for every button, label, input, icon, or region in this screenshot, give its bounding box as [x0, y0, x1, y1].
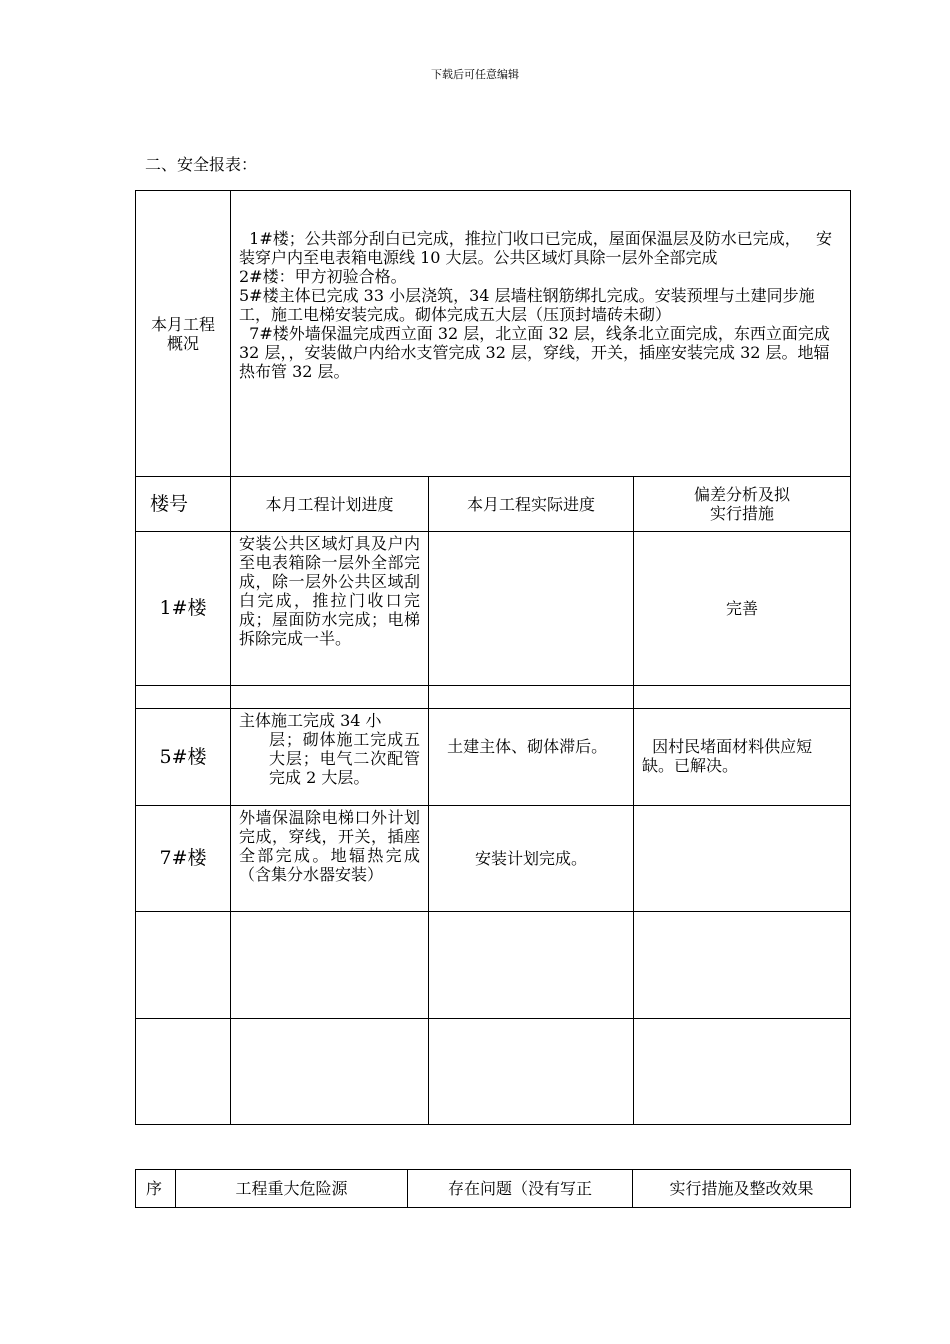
overview-content	[231, 191, 851, 477]
page-header: 下载后可任意编辑	[431, 68, 519, 81]
overview-line: 7#楼外墙保温完成西立面 32 层，北立面 32 层，线条北立面完成，东西立面完成 32 层，，安装做户内给水支管完成 32 层，穿线，开关，插座安装完成 32 层。地辐热布管 32 层。	[239, 324, 835, 381]
overview-line: 5#楼主体已完成 33 小层浇筑，34 层墙柱钢筋绑扎完成。安装预埋与土建同步施工，施工电梯安装完成。砌体完成五大层（压顶封墙砖未砌）	[239, 286, 815, 324]
measures-cell: 完善	[634, 532, 851, 686]
building-cell	[136, 686, 231, 709]
overview-label-line1: 本月工程	[150, 314, 215, 334]
overview-row	[136, 191, 851, 477]
header-actual: 本月工程实际进度	[429, 477, 634, 532]
measures-cell	[634, 912, 851, 1019]
overview-label	[136, 191, 231, 477]
plan-cell	[231, 912, 429, 1019]
hazard-header-index: 序	[136, 1170, 176, 1208]
measures-cell	[634, 686, 851, 709]
actual-cell	[429, 532, 634, 686]
table-row	[136, 912, 851, 1019]
actual-cell: 土建主体、砌体滞后。	[429, 709, 634, 806]
table-row	[136, 709, 851, 806]
section-title: 二、安全报表：	[145, 155, 258, 174]
table-row	[136, 806, 851, 912]
progress-table	[135, 190, 851, 1125]
plan-line: 层；砌体施工完成五大层；电气二次配管完成 2 大层。	[269, 730, 420, 787]
header-row	[136, 477, 851, 532]
plan-cell	[231, 709, 429, 806]
measures-cell	[634, 806, 851, 912]
building-cell	[136, 912, 231, 1019]
actual-cell	[429, 912, 634, 1019]
overview-line: 2#楼：甲方初验合格。	[239, 267, 407, 286]
building-cell: 7#楼	[136, 806, 231, 912]
plan-cell	[231, 1019, 429, 1125]
building-cell: 5#楼	[136, 709, 231, 806]
actual-cell	[429, 686, 634, 709]
table-row	[136, 1019, 851, 1125]
header-plan: 本月工程计划进度	[231, 477, 429, 532]
header-measures: 偏差分析及拟 实行措施	[634, 477, 851, 532]
building-cell	[136, 1019, 231, 1125]
plan-cell	[231, 686, 429, 709]
hazard-header-row	[136, 1170, 851, 1208]
measures-cell	[634, 1019, 851, 1125]
plan-cell: 安装公共区域灯具及户内至电表箱除一层外全部完成，除一层外公共区域刮白完成，推拉门收口完成；屋面防水完成；电梯拆除完成一半。	[231, 532, 429, 686]
overview-line: 1#楼；公共部分刮白已完成，推拉门收口已完成，屋面保温层及防水已完成， 安装穿户内至电表箱电源线 10 大层。公共区域灯具除一层外全部完成	[239, 229, 833, 267]
hazard-table	[135, 1169, 851, 1208]
table-row	[136, 686, 851, 709]
hazard-header-measures: 实行措施及整改效果	[633, 1170, 851, 1208]
hazard-header-source: 工程重大危险源	[176, 1170, 408, 1208]
table-row	[136, 532, 851, 686]
plan-cell: 外墙保温除电梯口外计划完成，穿线，开关，插座全部完成。地辐热完成（含集分水器安装）	[231, 806, 429, 912]
building-cell: 1#楼	[136, 532, 231, 686]
overview-label-line2: 概况	[166, 333, 199, 353]
header-building: 楼号	[136, 477, 231, 532]
hazard-header-problem: 存在问题（没有写正	[408, 1170, 633, 1208]
actual-cell	[429, 1019, 634, 1125]
plan-line: 主体施工完成 34 小	[239, 711, 382, 730]
measures-cell: 因村民堵面材料供应短缺。已解决。	[634, 709, 851, 806]
actual-cell: 安装计划完成。	[429, 806, 634, 912]
